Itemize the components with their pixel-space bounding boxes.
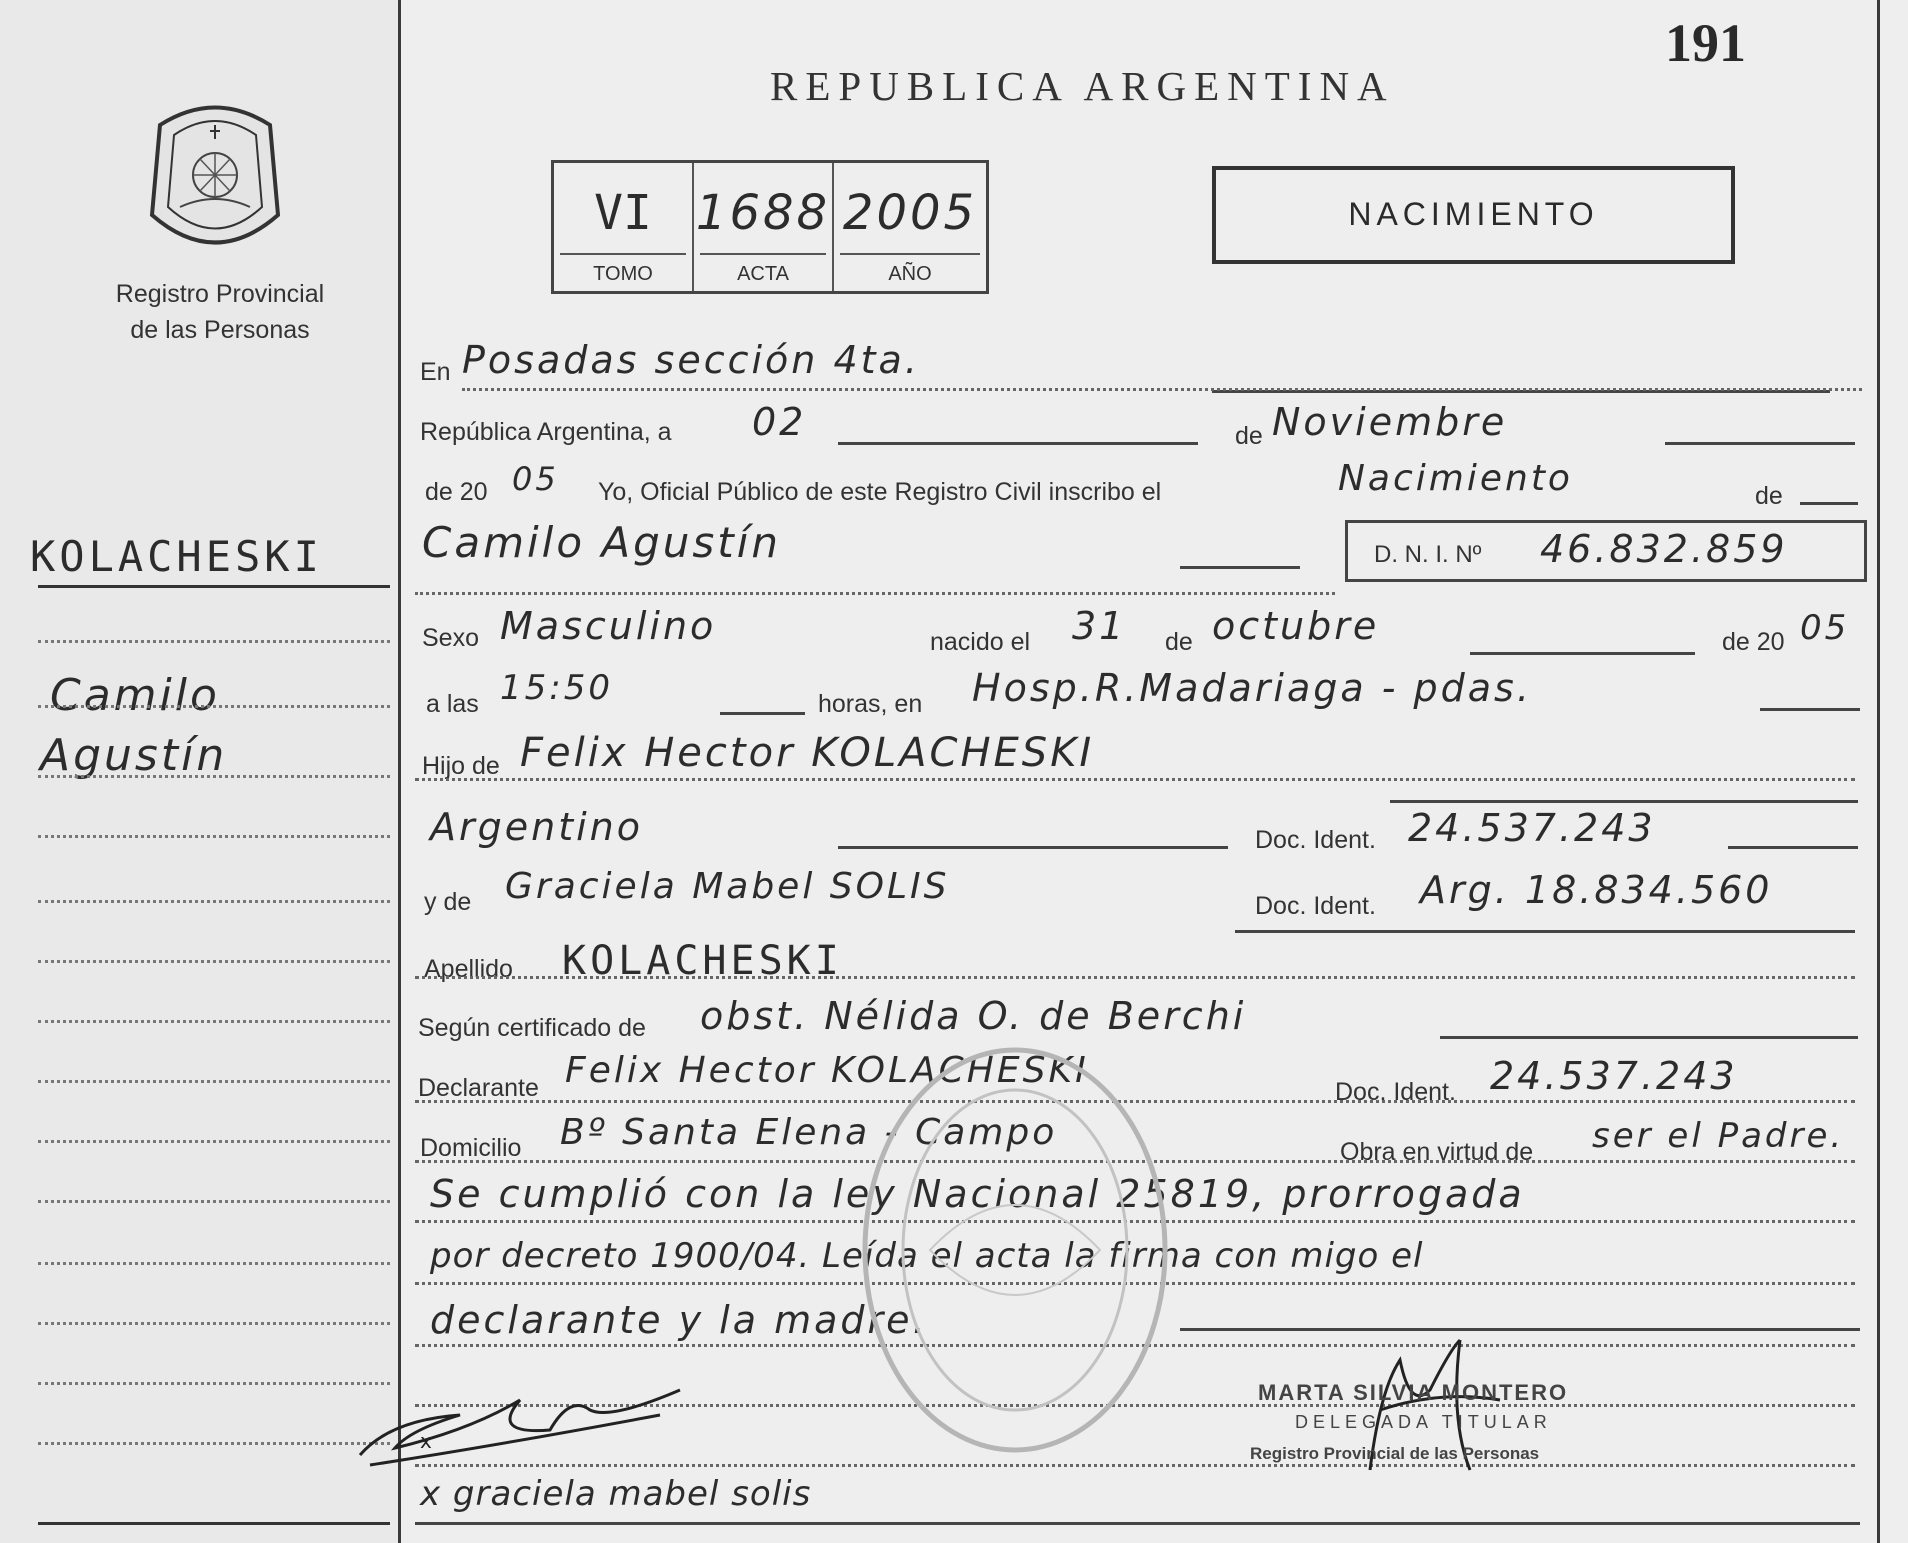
- declarante-doc-value: 24.537.243: [1490, 1054, 1738, 1098]
- form-dotted-line: [462, 388, 1862, 391]
- sidebar-dotted-line: [38, 640, 390, 643]
- acta-cell: [694, 163, 834, 291]
- country-title: REPUBLICA ARGENTINA: [770, 63, 1395, 109]
- form-line: [1440, 1036, 1858, 1039]
- sidebar-dotted-line: [38, 1080, 390, 1083]
- cell-underline: [840, 253, 980, 255]
- father-signature-icon: [350, 1360, 700, 1480]
- apellido-value: KOLACHESKI: [562, 938, 843, 984]
- republica-label: República Argentina, a: [420, 418, 672, 446]
- official-office: Registro Provincial de las Personas: [1250, 1444, 1540, 1463]
- note-line-3: declarante y la madre.: [430, 1298, 928, 1342]
- sidebar-dotted-line: [38, 1200, 390, 1203]
- sidebar-surname: KOLACHESKI: [30, 532, 323, 581]
- obra-value: ser el Padre.: [1592, 1116, 1845, 1156]
- sexo-label: Sexo: [422, 624, 479, 652]
- father-nationality-value: Argentino: [430, 805, 643, 849]
- form-line: [1470, 652, 1695, 655]
- father-name-value: Felix Hector KOLACHESKI: [520, 730, 1095, 776]
- sexo-value: Masculino: [500, 604, 717, 648]
- act-type-value: Nacimiento: [1338, 458, 1573, 499]
- dni-label: D. N. I. Nº: [1374, 541, 1482, 568]
- acta-value: 1688: [695, 185, 831, 241]
- form-dotted-line: [415, 592, 1335, 595]
- domicilio-label: Domicilio: [420, 1134, 522, 1162]
- child-name-value: Camilo Agustín: [422, 518, 782, 567]
- segun-value: obst. Nélida O. de Berchi: [700, 994, 1247, 1038]
- official-stamp-icon: [850, 1040, 1180, 1460]
- form-line: [838, 442, 1198, 445]
- form-line: [1728, 846, 1858, 849]
- de-label: de: [1235, 422, 1263, 450]
- form-dotted-line: [415, 778, 1855, 781]
- form-dotted-line: [415, 976, 1855, 979]
- registry-title-line2: de las Personas: [130, 316, 310, 344]
- sidebar-separator: [38, 585, 390, 588]
- form-line: [1665, 442, 1855, 445]
- de-label-3: de: [1165, 628, 1193, 656]
- province-seal-icon: [140, 95, 290, 255]
- form-line: [1390, 800, 1858, 803]
- domicilio-value: Bº Santa Elena - Campo: [560, 1112, 1058, 1153]
- left-margin-panel: [0, 0, 400, 1543]
- sidebar-dotted-line: [38, 1140, 390, 1143]
- en-label: En: [420, 358, 451, 386]
- de-label-2: de: [1755, 482, 1783, 510]
- form-line: [415, 1522, 1860, 1525]
- official-name: MARTA SILVIA MONTERO: [1258, 1380, 1569, 1405]
- tomo-value: VI: [594, 185, 652, 241]
- horas-label: horas, en: [818, 690, 923, 718]
- hijo-label: Hijo de: [422, 752, 500, 780]
- sidebar-dotted-line: [38, 1322, 390, 1325]
- page-number: 191: [1665, 13, 1746, 73]
- anio-cell: [834, 163, 986, 291]
- a-las-label: a las: [426, 690, 479, 718]
- month-value: Noviembre: [1272, 400, 1508, 444]
- day-value: 02: [752, 400, 807, 444]
- doc-ident-label-2: Doc. Ident.: [1255, 892, 1376, 920]
- registry-title-line1: Registro Provincial: [115, 280, 325, 308]
- cell-underline: [560, 253, 686, 255]
- anio-label: AÑO: [888, 263, 932, 285]
- form-line: [838, 846, 1228, 849]
- form-line: [1800, 502, 1858, 505]
- father-doc-value: 24.537.243: [1408, 806, 1656, 850]
- anio-value: 2005: [842, 185, 978, 241]
- sidebar-dotted-line: [38, 1442, 390, 1445]
- acta-label: ACTA: [737, 263, 789, 285]
- document-type-box: NACIMIENTO: [1212, 166, 1735, 264]
- obra-label: Obra en virtud de: [1340, 1138, 1534, 1166]
- mother-doc-value: Arg. 18.834.560: [1420, 868, 1773, 912]
- sidebar-separator: [38, 1522, 390, 1525]
- form-line: [720, 712, 805, 715]
- nacido-label: nacido el: [930, 628, 1031, 656]
- form-line: [1760, 708, 1860, 711]
- birth-day-value: 31: [1072, 604, 1127, 648]
- dni-value: 46.832.859: [1540, 527, 1788, 571]
- official-title: DELEGADA TITULAR: [1295, 1412, 1552, 1432]
- dni-box: [1345, 520, 1867, 582]
- sidebar-dotted-line: [38, 1020, 390, 1023]
- sidebar-given-name-2: Agustín: [40, 730, 228, 781]
- tomo-cell: [554, 163, 694, 291]
- apellido-label: Apellido: [424, 955, 513, 983]
- yde-label: y de: [424, 888, 472, 916]
- registry-reference-box: [551, 160, 989, 294]
- mother-signature: x graciela mabel solis: [420, 1474, 812, 1514]
- mother-name-value: Graciela Mabel SOLIS: [505, 866, 950, 907]
- svg-text:x: x: [420, 1429, 432, 1453]
- cell-underline: [700, 253, 826, 255]
- year-value: 05: [512, 460, 559, 498]
- sidebar-dotted-line: [38, 775, 390, 778]
- de20-label: de 20: [425, 478, 488, 506]
- note-line-2: por decreto 1900/04. Leída el acta la firma con migo el: [430, 1236, 1424, 1276]
- sidebar-dotted-line: [38, 1262, 390, 1265]
- form-line: [1180, 566, 1300, 569]
- birth-year-value: 05: [1800, 608, 1850, 648]
- de20-label-2: de 20: [1722, 628, 1785, 656]
- right-frame-line: [1877, 0, 1880, 1543]
- declarante-value: Felix Hector KOLACHESKI: [565, 1050, 1089, 1091]
- birth-time-value: 15:50: [500, 668, 613, 708]
- sidebar-given-name-1: Camilo: [50, 670, 220, 721]
- sidebar-dotted-line: [38, 960, 390, 963]
- sidebar-dotted-line: [38, 705, 390, 708]
- note-line-1: Se cumplió con la ley Nacional 25819, prorrogada: [430, 1172, 1525, 1216]
- doc-ident-label-3: Doc. Ident.: [1335, 1078, 1456, 1106]
- sidebar-dotted-line: [38, 1382, 390, 1385]
- tomo-label: TOMO: [593, 263, 653, 285]
- doc-ident-label: Doc. Ident.: [1255, 826, 1376, 854]
- birth-place-value: Hosp.R.Madariaga - pdas.: [972, 666, 1532, 710]
- sidebar-dotted-line: [38, 835, 390, 838]
- declarante-label: Declarante: [418, 1074, 539, 1102]
- sidebar-dotted-line: [38, 900, 390, 903]
- place-value: Posadas sección 4ta.: [462, 338, 920, 382]
- yo-statement: Yo, Oficial Público de este Registro Civil inscribo el: [598, 478, 1162, 506]
- birth-month-value: octubre: [1212, 604, 1380, 648]
- form-line: [1235, 930, 1855, 933]
- segun-label: Según certificado de: [418, 1014, 646, 1042]
